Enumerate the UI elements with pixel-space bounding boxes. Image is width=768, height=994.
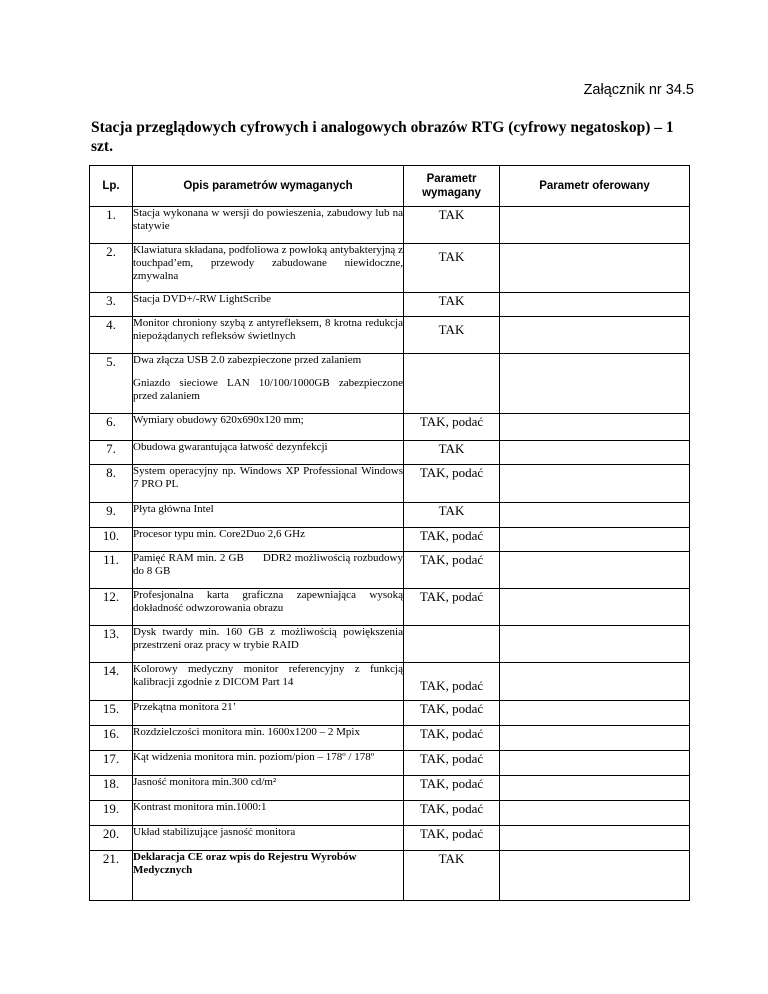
row-description: Kąt widzenia monitora min. poziom/pion – 178º / 178º: [133, 751, 404, 776]
row-offered[interactable]: [500, 726, 690, 751]
row-required: TAK, podać: [404, 528, 500, 552]
row-number: 9.: [90, 503, 133, 528]
row-description: Kolorowy medyczny monitor referencyjny z funkcją kalibracji zgodnie z DICOM Part 14: [133, 663, 404, 701]
row-number: 6.: [90, 414, 133, 441]
table-row: [90, 503, 690, 528]
row-number: 14.: [90, 663, 133, 701]
row-offered[interactable]: [500, 626, 690, 663]
row-offered[interactable]: [500, 751, 690, 776]
table-row: [90, 851, 690, 901]
table-row: [90, 244, 690, 293]
row-required: TAK, podać: [404, 663, 500, 701]
row-description: Monitor chroniony szybą z antyrefleksem, 8 krotna redukcja niepożądanych refleksów świetlnych: [133, 317, 404, 354]
row-number: 4.: [90, 317, 133, 354]
row-required: TAK, podać: [404, 701, 500, 726]
table-row: [90, 626, 690, 663]
row-offered[interactable]: [500, 354, 690, 414]
table-row: [90, 414, 690, 441]
row-number: 13.: [90, 626, 133, 663]
row-description: Rozdzielczości monitora min. 1600x1200 – 2 Mpix: [133, 726, 404, 751]
row-required: TAK: [404, 441, 500, 465]
row-description: Dwa złącza USB 2.0 zabezpieczone przed zalaniem: [133, 354, 404, 377]
table-row: [90, 801, 690, 826]
row-offered[interactable]: [500, 851, 690, 901]
row-description: Układ stabilizujące jasność monitora: [133, 826, 404, 851]
row-number: 18.: [90, 776, 133, 801]
row-offered[interactable]: [500, 503, 690, 528]
row-required: TAK, podać: [404, 465, 500, 503]
row-description: Dysk twardy min. 160 GB z możliwością powiększenia przestrzeni oraz pracy w trybie RAID: [133, 626, 404, 663]
table-row: [90, 552, 690, 589]
row-offered[interactable]: [500, 701, 690, 726]
row-required: [404, 354, 500, 414]
row-description: Jasność monitora min.300 cd/m²: [133, 776, 404, 801]
table-row: [90, 207, 690, 244]
spec-table: [89, 165, 690, 901]
row-description: Deklaracja CE oraz wpis do Rejestru Wyrobów Medycznych: [133, 851, 404, 901]
row-required: TAK, podać: [404, 726, 500, 751]
table-row: [90, 776, 690, 801]
row-description: Pamięć RAM min. 2 GB DDR2 możliwością rozbudowy do 8 GB: [133, 552, 404, 589]
row-number: 3.: [90, 293, 133, 317]
table-row: [90, 465, 690, 503]
row-required: [404, 626, 500, 663]
row-description: Stacja DVD+/-RW LightScribe: [133, 293, 404, 317]
row-offered[interactable]: [500, 552, 690, 589]
row-offered[interactable]: [500, 441, 690, 465]
row-number: 19.: [90, 801, 133, 826]
row-offered[interactable]: [500, 826, 690, 851]
row-required: TAK, podać: [404, 776, 500, 801]
header-lp: Lp.: [90, 166, 133, 207]
table-row: [90, 354, 690, 377]
row-number: 5.: [90, 354, 133, 414]
row-number: 10.: [90, 528, 133, 552]
table-row: [90, 589, 690, 626]
row-number: 1.: [90, 207, 133, 244]
document-title: Stacja przeglądowych cyfrowych i analogowych obrazów RTG (cyfrowy negatoskop) – 1 szt.: [91, 119, 674, 155]
row-description: Wymiary obudowy 620x690x120 mm;: [133, 414, 404, 441]
row-offered[interactable]: [500, 801, 690, 826]
row-description: Kontrast monitora min.1000:1: [133, 801, 404, 826]
row-description: Przekątna monitora 21’: [133, 701, 404, 726]
row-number: 20.: [90, 826, 133, 851]
table-row: [90, 528, 690, 552]
row-required: TAK, podać: [404, 751, 500, 776]
row-description: Stacja wykonana w wersji do powieszenia, zabudowy lub na statywie: [133, 207, 404, 244]
row-required: TAK: [404, 851, 500, 901]
header-description: Opis parametrów wymaganych: [133, 166, 404, 207]
row-number: 8.: [90, 465, 133, 503]
row-required: TAK, podać: [404, 589, 500, 626]
row-description: Procesor typu min. Core2Duo 2,6 GHz: [133, 528, 404, 552]
row-required: TAK, podać: [404, 826, 500, 851]
row-number: 16.: [90, 726, 133, 751]
header-required-param: Parametr wymagany: [404, 166, 500, 207]
table-row: [90, 751, 690, 776]
row-required: TAK: [404, 503, 500, 528]
row-required: TAK, podać: [404, 552, 500, 589]
row-number: 11.: [90, 552, 133, 589]
row-number: 15.: [90, 701, 133, 726]
row-description: Gniazdo sieciowe LAN 10/100/1000GB zabezpieczone przed zalaniem: [133, 377, 404, 414]
row-required: TAK: [404, 207, 500, 244]
header-offered-param: Parametr oferowany: [500, 166, 690, 207]
row-number: 21.: [90, 851, 133, 901]
table-row: [90, 441, 690, 465]
row-offered[interactable]: [500, 244, 690, 293]
table-row: [90, 701, 690, 726]
row-number: 12.: [90, 589, 133, 626]
table-row: [90, 726, 690, 751]
row-number: 17.: [90, 751, 133, 776]
table-header-row: [90, 166, 690, 207]
annex-label: Załącznik nr 34.5: [583, 82, 694, 98]
row-offered[interactable]: [500, 207, 690, 244]
row-offered[interactable]: [500, 663, 690, 701]
row-offered[interactable]: [500, 528, 690, 552]
row-offered[interactable]: [500, 293, 690, 317]
row-offered[interactable]: [500, 589, 690, 626]
row-number: 7.: [90, 441, 133, 465]
table-row: [90, 317, 690, 354]
row-offered[interactable]: [500, 414, 690, 441]
row-offered[interactable]: [500, 776, 690, 801]
row-description: Płyta główna Intel: [133, 503, 404, 528]
row-offered[interactable]: [500, 465, 690, 503]
row-required: TAK, podać: [404, 414, 500, 441]
table-row: [90, 663, 690, 701]
row-required: TAK, podać: [404, 801, 500, 826]
row-required: TAK: [404, 317, 500, 354]
row-required: TAK: [404, 244, 500, 293]
row-number: 2.: [90, 244, 133, 293]
row-description: Klawiatura składana, podfoliowa z powłoką antybakteryjną z touchpad’em, przewody zabudowane niewidoczne, zmywalna: [133, 244, 404, 293]
row-description: System operacyjny np. Windows XP Professional Windows 7 PRO PL: [133, 465, 404, 503]
row-description: Profesjonalna karta graficzna zapewniająca wysoką dokładność odwzorowania obrazu: [133, 589, 404, 626]
table-row: [90, 293, 690, 317]
row-required: TAK: [404, 293, 500, 317]
table-row: [90, 826, 690, 851]
row-description: Obudowa gwarantująca łatwość dezynfekcji: [133, 441, 404, 465]
row-offered[interactable]: [500, 317, 690, 354]
